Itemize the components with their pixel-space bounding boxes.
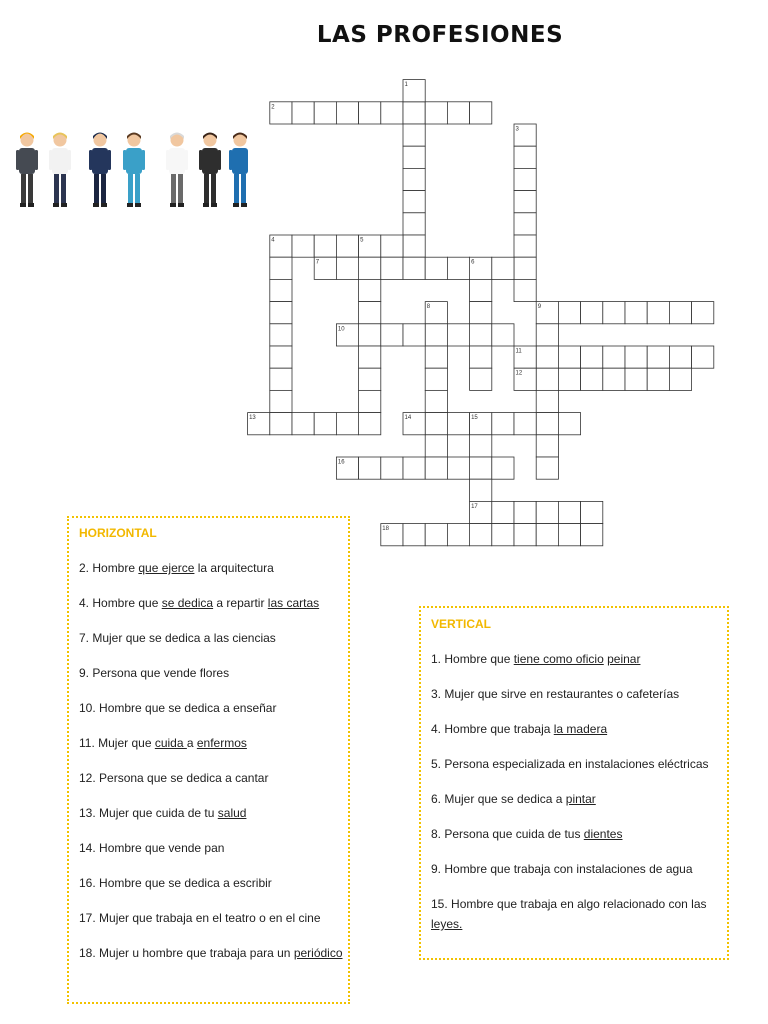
crossword-cell[interactable]: [470, 346, 492, 368]
crossword-cell[interactable]: [403, 168, 425, 190]
clue-number-label: 8: [426, 304, 431, 311]
clue-text: Persona que vende flores: [89, 666, 230, 680]
vertical-heading: VERTICAL: [431, 617, 491, 631]
clue-text: Hombre que: [89, 596, 162, 610]
clue-number: 9.: [431, 862, 442, 876]
clue-text: a repartir: [213, 596, 268, 610]
crossword-cell[interactable]: [514, 279, 536, 301]
underlined-text: cuida: [154, 736, 187, 750]
crossword-cell[interactable]: [492, 257, 514, 279]
crossword-cell[interactable]: [470, 457, 492, 479]
crossword-cell[interactable]: [581, 368, 603, 390]
crossword-cell[interactable]: [492, 501, 514, 523]
clue-vertical-9: [431, 862, 693, 876]
clue-number: 4.: [431, 722, 442, 736]
clue-horizontal-11: [79, 736, 247, 750]
crossword-cell[interactable]: [447, 257, 469, 279]
horizontal-heading: HORIZONTAL: [79, 526, 157, 540]
crossword-cell[interactable]: [270, 413, 292, 435]
clue-horizontal-4: [79, 596, 319, 610]
clue-text: Hombre que se dedica a enseñar: [95, 701, 277, 715]
clue-number-label: 10: [337, 326, 345, 333]
crossword-cell[interactable]: [514, 191, 536, 213]
crossword-cell[interactable]: [603, 346, 625, 368]
clue-number: 5.: [431, 757, 442, 771]
crossword-cell[interactable]: [581, 302, 603, 324]
crossword-cell[interactable]: [470, 324, 492, 346]
crossword-cell[interactable]: [314, 413, 336, 435]
clue-text: Persona que se dedica a cantar: [95, 771, 269, 785]
page-title: LAS PROFESIONES: [316, 22, 564, 48]
crossword-cell[interactable]: [647, 368, 669, 390]
clue-horizontal-17: [79, 911, 321, 925]
clue-text: a: [186, 736, 197, 750]
crossword-cell[interactable]: [447, 413, 469, 435]
clue-vertical-6: [431, 792, 596, 806]
crossword-cell[interactable]: [603, 302, 625, 324]
crossword-cell[interactable]: [514, 413, 536, 435]
crossword-cell[interactable]: [470, 435, 492, 457]
underlined-text: la madera: [553, 722, 608, 736]
clue-number: 1.: [431, 652, 442, 666]
underlined-text: enfermos: [196, 736, 247, 750]
crossword-cell[interactable]: [359, 346, 381, 368]
crossword-cell[interactable]: [425, 435, 447, 457]
crossword-cell[interactable]: [536, 413, 558, 435]
crossword-cell[interactable]: [558, 368, 580, 390]
crossword-cell[interactable]: [625, 302, 647, 324]
underlined-text: pintar: [565, 792, 596, 806]
clue-number: 2.: [79, 561, 90, 575]
crossword-cell[interactable]: [447, 324, 469, 346]
underlined-text: leyes.: [431, 917, 463, 931]
clue-vertical-cont: [431, 917, 462, 931]
crossword-cell[interactable]: [403, 124, 425, 146]
clue-number: 17.: [79, 911, 96, 925]
crossword-cell[interactable]: [381, 324, 403, 346]
crossword-cell[interactable]: [514, 235, 536, 257]
crossword-cell[interactable]: [336, 257, 358, 279]
clue-horizontal-7: [79, 631, 276, 645]
clue-text: Mujer que cuida de tu: [95, 806, 218, 820]
clue-text: Persona que cuida de tus: [441, 827, 584, 841]
crossword-cell[interactable]: [425, 524, 447, 546]
clue-text: Hombre: [89, 561, 139, 575]
crossword-cell[interactable]: [381, 457, 403, 479]
horizontal-clues-box: [67, 516, 350, 1004]
clue-horizontal-10: [79, 701, 276, 715]
clue-number-label: 1: [404, 82, 408, 89]
clue-number: 16.: [79, 876, 96, 890]
clue-number-label: 12: [515, 370, 523, 377]
clue-number-label: 3: [515, 126, 519, 133]
clue-horizontal-13: [79, 806, 246, 820]
crossword-cell[interactable]: [492, 413, 514, 435]
crossword-cell[interactable]: [403, 457, 425, 479]
clue-text: Hombre que trabaja con instalaciones de agua: [441, 862, 693, 876]
crossword-cell[interactable]: [536, 501, 558, 523]
crossword-cell[interactable]: [425, 390, 447, 412]
crossword-cell[interactable]: [669, 302, 691, 324]
crossword-cell[interactable]: [314, 235, 336, 257]
crossword-cell[interactable]: [403, 324, 425, 346]
crossword-cell[interactable]: [359, 257, 381, 279]
crossword-cell[interactable]: [603, 368, 625, 390]
clue-number-label: 5: [360, 237, 364, 244]
crossword-cell[interactable]: [647, 346, 669, 368]
clue-vertical-3: [431, 687, 679, 701]
underlined-text: tiene como oficio: [513, 652, 604, 666]
clue-vertical-15: [431, 897, 707, 911]
crossword-cell[interactable]: [336, 235, 358, 257]
crossword-cell[interactable]: [669, 346, 691, 368]
clue-vertical-8: [431, 827, 622, 841]
underlined-text: peinar: [607, 652, 641, 666]
clue-number: 7.: [79, 631, 90, 645]
crossword-cell[interactable]: [359, 279, 381, 301]
crossword-cell[interactable]: [270, 368, 292, 390]
clue-vertical-4: [431, 722, 607, 736]
crossword-cell[interactable]: [403, 257, 425, 279]
crossword-cell[interactable]: [336, 102, 358, 124]
clue-text: Mujer que sirve en restaurantes o cafeterías: [441, 687, 680, 701]
underlined-text: que ejerce: [138, 561, 195, 575]
crossword-cell[interactable]: [403, 235, 425, 257]
crossword-cell[interactable]: [514, 501, 536, 523]
crossword-cell[interactable]: [425, 346, 447, 368]
crossword-cell[interactable]: [647, 302, 669, 324]
clue-number: 3.: [431, 687, 442, 701]
crossword-cell[interactable]: [581, 346, 603, 368]
crossword-cell[interactable]: [536, 524, 558, 546]
crossword-cell[interactable]: [514, 146, 536, 168]
crossword-cell[interactable]: [425, 102, 447, 124]
clue-number-label: 11: [515, 348, 522, 355]
crossword-cell[interactable]: [470, 302, 492, 324]
crossword-cell[interactable]: [425, 368, 447, 390]
crossword-cell[interactable]: [470, 524, 492, 546]
clue-number: 8.: [431, 827, 442, 841]
crossword-cell[interactable]: [359, 390, 381, 412]
underlined-text: se dedica: [161, 596, 214, 610]
clue-text: Mujer que se dedica a: [441, 792, 566, 806]
crossword-cell[interactable]: [403, 146, 425, 168]
clue-number: 6.: [431, 792, 442, 806]
crossword-cell[interactable]: [292, 102, 314, 124]
crossword-cell[interactable]: [625, 368, 647, 390]
crossword-cell[interactable]: [692, 346, 714, 368]
clue-text: Hombre que se dedica a escribir: [95, 876, 272, 890]
crossword-cell[interactable]: [314, 102, 336, 124]
clue-number-label: 4: [271, 237, 275, 244]
crossword-cell[interactable]: [558, 413, 580, 435]
clue-vertical-5: [431, 757, 709, 771]
clue-horizontal-16: [79, 876, 272, 890]
crossword-cell[interactable]: [425, 324, 447, 346]
crossword-cell[interactable]: [403, 524, 425, 546]
crossword-cell[interactable]: [359, 368, 381, 390]
crossword-cell[interactable]: [447, 457, 469, 479]
crossword-cell[interactable]: [536, 390, 558, 412]
crossword-cell[interactable]: [514, 257, 536, 279]
crossword-cell[interactable]: [558, 501, 580, 523]
crossword-cell[interactable]: [359, 302, 381, 324]
crossword-cell[interactable]: [470, 279, 492, 301]
crossword-cell[interactable]: [492, 524, 514, 546]
clue-number: 10.: [79, 701, 96, 715]
clue-number: 14.: [79, 841, 96, 855]
clue-text: Hombre que trabaja: [441, 722, 554, 736]
crossword-cell[interactable]: [558, 346, 580, 368]
clue-text: Mujer u hombre que trabaja para un: [95, 946, 294, 960]
crossword-cell[interactable]: [536, 457, 558, 479]
crossword-cell[interactable]: [359, 457, 381, 479]
crossword-cell[interactable]: [403, 102, 425, 124]
crossword-cell[interactable]: [514, 213, 536, 235]
crossword-cell[interactable]: [536, 346, 558, 368]
clue-text: Persona especializada en instalaciones eléctricas: [441, 757, 709, 771]
clue-horizontal-18: [79, 946, 343, 960]
clue-text: Hombre que trabaja en algo relacionado con las: [447, 897, 707, 911]
clue-number: 12.: [79, 771, 96, 785]
crossword-cell[interactable]: [558, 302, 580, 324]
crossword-cell[interactable]: [292, 413, 314, 435]
crossword-cell[interactable]: [381, 102, 403, 124]
clue-number-label: 13: [249, 415, 256, 422]
crossword-cell[interactable]: [536, 368, 558, 390]
crossword-cell[interactable]: [403, 213, 425, 235]
crossword-cell[interactable]: [381, 257, 403, 279]
crossword-cell[interactable]: [270, 324, 292, 346]
clue-text: Mujer que se dedica a las ciencias: [89, 631, 276, 645]
crossword-cell[interactable]: [270, 257, 292, 279]
crossword-cell[interactable]: [492, 324, 514, 346]
crossword-cell[interactable]: [470, 368, 492, 390]
clue-number: 9.: [79, 666, 90, 680]
crossword-cell[interactable]: [536, 435, 558, 457]
clue-number: 15.: [431, 897, 448, 911]
clue-text: Hombre que: [441, 652, 514, 666]
crossword-cell[interactable]: [581, 524, 603, 546]
clue-text: Mujer que trabaja en el teatro o en el cine: [95, 911, 321, 925]
crossword-cell[interactable]: [359, 324, 381, 346]
clue-horizontal-14: [79, 841, 224, 855]
crossword-cell[interactable]: [270, 346, 292, 368]
crossword-cell[interactable]: [292, 235, 314, 257]
underlined-text: periódico: [293, 946, 343, 960]
clue-number-label: 18: [382, 526, 389, 533]
clue-number-label: 6: [471, 259, 475, 266]
crossword-cell[interactable]: [447, 102, 469, 124]
clue-number: 13.: [79, 806, 96, 820]
crossword-cell[interactable]: [336, 413, 358, 435]
clue-text: la arquitectura: [194, 561, 274, 575]
clue-number-label: 17: [471, 503, 478, 510]
crossword-cell[interactable]: [669, 368, 691, 390]
underlined-text: dientes: [583, 827, 623, 841]
crossword-cell[interactable]: [470, 479, 492, 501]
clue-number-label: 2: [271, 104, 275, 111]
crossword-cell[interactable]: [359, 102, 381, 124]
underlined-text: salud: [217, 806, 247, 820]
crossword-cell[interactable]: [425, 413, 447, 435]
clue-number: 18.: [79, 946, 96, 960]
crossword-cell[interactable]: [270, 279, 292, 301]
crossword-cell[interactable]: [692, 302, 714, 324]
clue-number: 11.: [79, 736, 95, 750]
clue-horizontal-9: [79, 666, 229, 680]
clue-horizontal-12: [79, 771, 268, 785]
clue-vertical-1: [431, 652, 640, 666]
clue-number: 4.: [79, 596, 90, 610]
crossword-cell[interactable]: [447, 524, 469, 546]
crossword-cell[interactable]: [536, 324, 558, 346]
clue-horizontal-2: [79, 561, 274, 575]
crossword-cell[interactable]: [470, 102, 492, 124]
crossword-cell[interactable]: [514, 168, 536, 190]
crossword-cell[interactable]: [381, 235, 403, 257]
crossword-cell[interactable]: [403, 191, 425, 213]
underlined-text: las cartas: [267, 596, 320, 610]
crossword-cell[interactable]: [581, 501, 603, 523]
crossword-cell[interactable]: [425, 257, 447, 279]
clue-number-label: 7: [315, 259, 320, 266]
crossword-cell[interactable]: [270, 302, 292, 324]
clue-text: Mujer que: [94, 736, 155, 750]
crossword-cell[interactable]: [492, 457, 514, 479]
crossword-cell[interactable]: [270, 390, 292, 412]
clue-number-label: 15: [471, 415, 478, 422]
clue-number-label: 9: [537, 304, 542, 311]
clue-text: Hombre que vende pan: [95, 841, 225, 855]
crossword-cell[interactable]: [514, 524, 536, 546]
crossword-cell[interactable]: [625, 346, 647, 368]
clue-number-label: 14: [404, 415, 412, 422]
clue-number-label: 16: [337, 459, 345, 466]
crossword-cell[interactable]: [359, 413, 381, 435]
crossword-cell[interactable]: [425, 457, 447, 479]
crossword-cell[interactable]: [558, 524, 580, 546]
